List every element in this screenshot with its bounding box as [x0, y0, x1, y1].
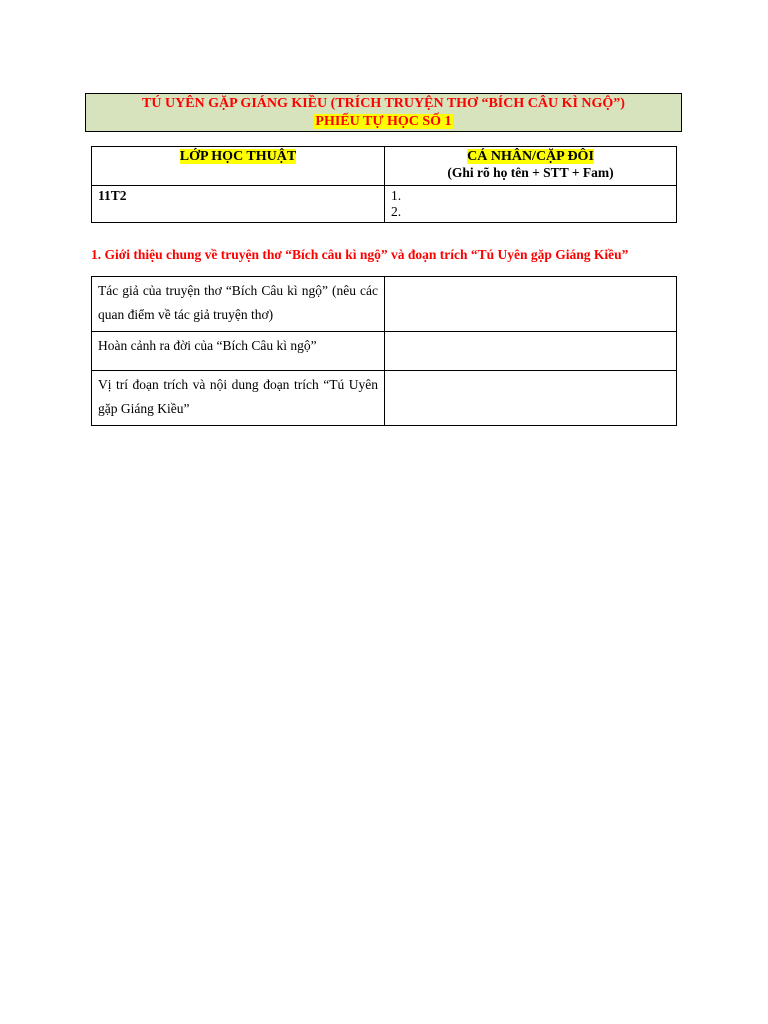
- worksheet-title: TÚ UYÊN GẶP GIÁNG KIỀU (TRÍCH TRUYỆN THƠ “BÍCH CÂU KÌ NGỘ”): [142, 96, 625, 111]
- worksheet-subtitle: PHIẾU TỰ HỌC SỐ 1: [315, 114, 452, 129]
- worksheet-title-box: [85, 93, 682, 132]
- section-1-heading: 1. Giới thiệu chung về truyện thơ “Bích câu kì ngộ” và đoạn trích “Tú Uyên gặp Giáng Kiều”: [91, 247, 629, 262]
- member-line-1[interactable]: 1.: [391, 188, 402, 203]
- intro-row-excerpt: [92, 371, 677, 426]
- member-line-2[interactable]: 2.: [391, 204, 402, 219]
- member-column-subheader: (Ghi rõ họ tên + STT + Fam): [447, 165, 614, 180]
- intro-table: [91, 276, 677, 426]
- member-column-header: [385, 147, 677, 186]
- class-table-row: [92, 186, 677, 223]
- class-value: 11T2: [92, 186, 385, 223]
- class-info-table: [91, 146, 677, 223]
- member-list-cell[interactable]: [385, 186, 677, 223]
- intro-answer-author[interactable]: [385, 277, 677, 332]
- intro-row-context: [92, 332, 677, 371]
- member-column-header-label: CÁ NHÂN/CẶP ĐÔI: [467, 149, 594, 164]
- intro-label-excerpt: Vị trí đoạn trích và nội dung đoạn trích “Tú Uyên gặp Giáng Kiều”: [92, 371, 385, 426]
- class-table-header-row: [92, 147, 677, 186]
- intro-label-author: Tác giả của truyện thơ “Bích Câu kì ngộ” (nêu các quan điểm về tác giả truyện thơ): [92, 277, 385, 332]
- intro-label-context: Hoàn cảnh ra đời của “Bích Câu kì ngộ”: [92, 332, 385, 371]
- class-column-header-label: LỚP HỌC THUẬT: [179, 149, 297, 164]
- intro-row-author: [92, 277, 677, 332]
- class-column-header: [92, 147, 385, 186]
- intro-answer-context[interactable]: [385, 332, 677, 371]
- intro-answer-excerpt[interactable]: [385, 371, 677, 426]
